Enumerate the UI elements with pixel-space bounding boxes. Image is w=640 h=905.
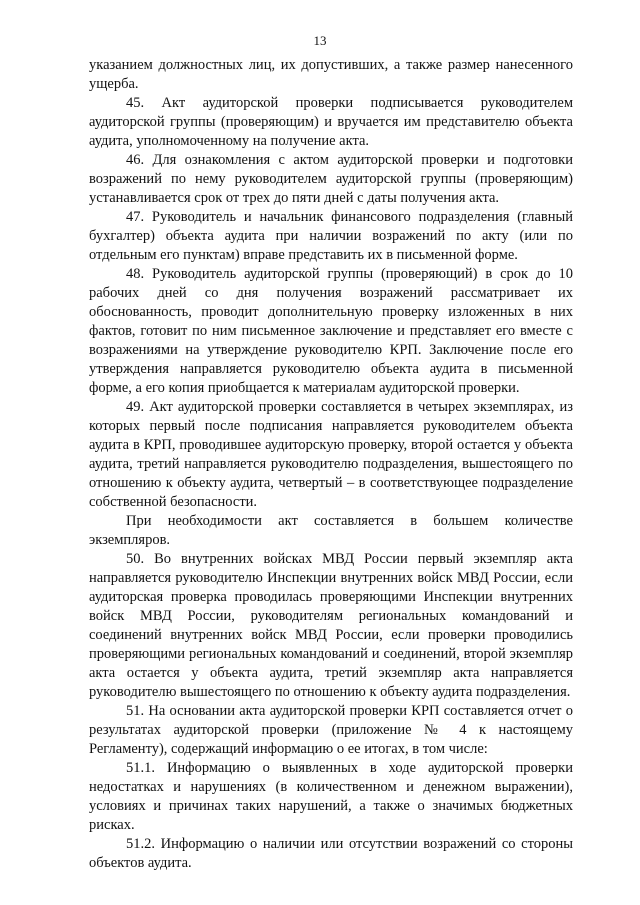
paragraph-48: 48. Руководитель аудиторской группы (проверяющий) в срок до 10 рабочих дней со дня получения возражений рассматривает их обоснованность, проводит дополнительную проверку изложенных в них фактов, готовит по ним письменное заключение и представляет его вместе с возражениями на утверждение руководителю КРП. Заключение после его утверждения направляется руководителю объекта аудита в письменной форме, а его копия приобщается к материалам аудиторской проверки. [89,266,573,396]
paragraph-51-2: 51.2. Информацию о наличии или отсутствии возражений со стороны объектов аудита. [89,836,573,871]
page-number: 13 [313,33,327,48]
paragraph-51: 51. На основании акта аудиторской проверки КРП составляется отчет о результатах аудиторской проверки (приложение № 4 к настоящему Регламенту), содержащий информацию о ее итогах, в том числе: [89,703,573,757]
document-body [89,56,573,873]
paragraph-50: 50. Во внутренних войсках МВД России первый экземпляр акта направляется руководителю Инспекции внутренних войск МВД России, если аудиторская проверка проводилась проверяющими Инспекции внутренних войск МВД России, руководителям региональных командований и соединений внутренних войск МВД России, если проверки проводились проверяющими региональных командований и соединений, второй экземпляр акта остается у объекта аудита, третий экземпляр акта направляется руководителю вышестоящего по отношению к объекту аудита подразделения. [89,551,573,700]
paragraph-51-1: 51.1. Информацию о выявленных в ходе аудиторской проверки недостатках и нарушениях (в количественном и денежном выражении), условиях и причинах таких нарушений, а также о значимых бюджетных рисках. [89,760,573,833]
paragraph-49: 49. Акт аудиторской проверки составляется в четырех экземплярах, из которых первый после подписания направляется руководителем объекта аудита в КРП, проводившее аудиторскую проверку, второй остается у объекта аудита, третий направляется руководителю подразделения, вышестоящего по отношению к объекту аудита, четвертый – в соответствующее подразделение собственной безопасности. [89,399,573,510]
paragraph-46: 46. Для ознакомления с актом аудиторской проверки и подготовки возражений по нему руководителем аудиторской группы (проверяющим) устанавливается срок от трех до пяти дней с даты получения акта. [89,152,573,206]
paragraph-49-note: При необходимости акт составляется в большем количестве экземпляров. [89,513,573,548]
paragraph-44-continued: указанием должностных лиц, их допустивших, а также размер нанесенного ущерба. [89,57,573,92]
paragraph-47: 47. Руководитель и начальник финансового подразделения (главный бухгалтер) объекта аудита при наличии возражений по акту (или по отдельным его пунктам) вправе представить их в письменной форме. [89,209,573,263]
paragraph-45: 45. Акт аудиторской проверки подписывается руководителем аудиторской группы (проверяющим) и вручается им представителю объекта аудита, уполномоченному на получение акта. [89,95,573,149]
